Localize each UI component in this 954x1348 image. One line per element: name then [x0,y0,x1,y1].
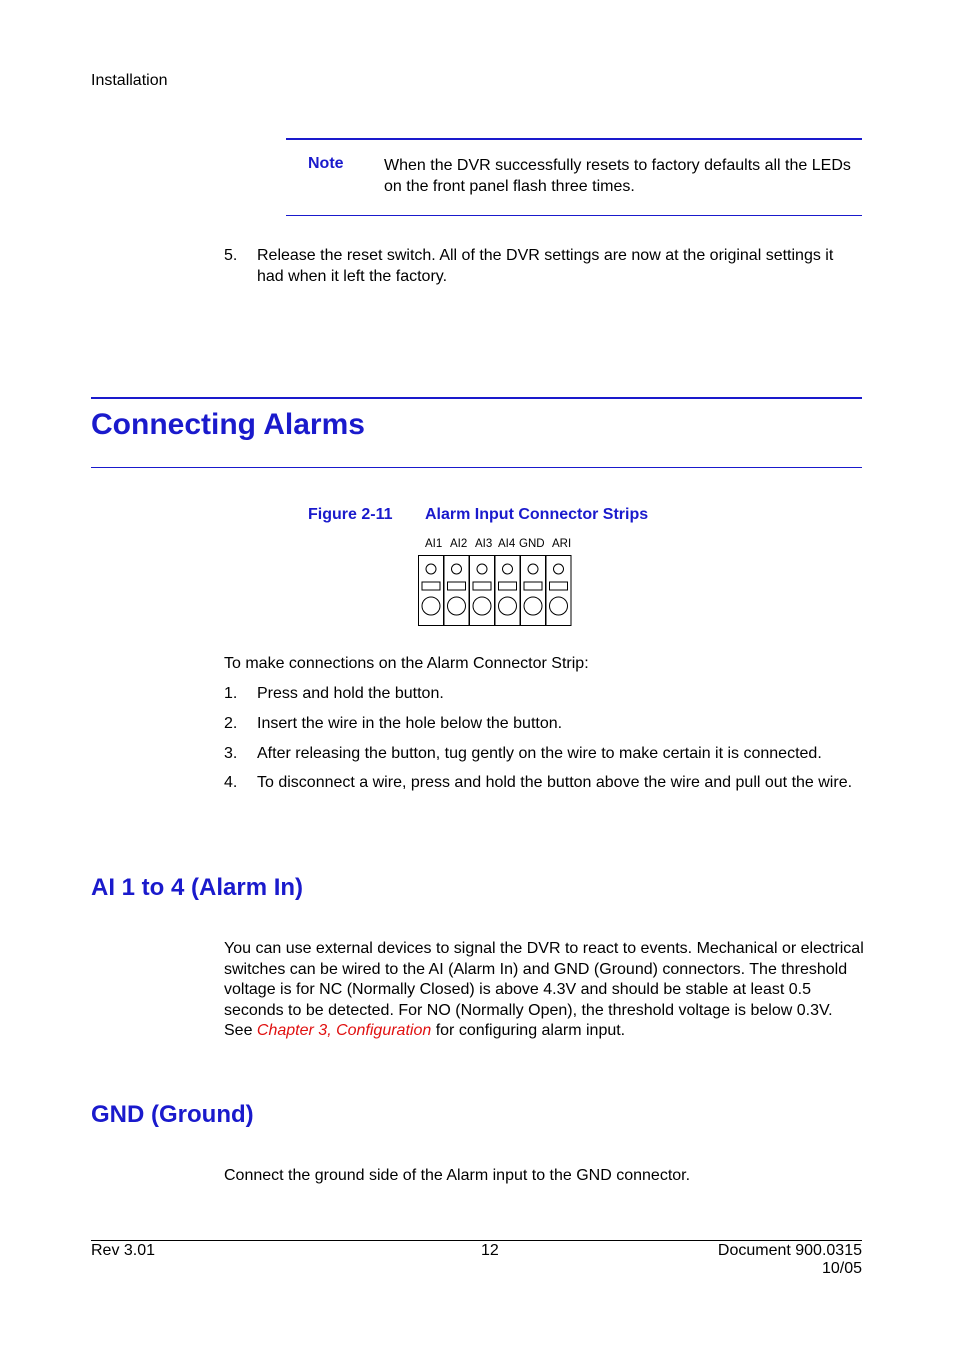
alarm-in-paragraph [224,939,864,1042]
step-number: 4. [224,774,238,791]
connector-gnd [521,556,546,626]
figure-number: Figure 2-11 [308,506,393,523]
footer-date: 10/05 [821,1260,862,1277]
alarm-in-text-end: for configuring alarm input. [431,1022,626,1039]
running-header: Installation [91,72,168,89]
alarm-connector-strip-diagram [417,555,573,627]
step-text: To disconnect a wire, press and hold the button above the wire and pull out the wire. [257,774,853,791]
connector-ai2 [444,556,469,626]
connector-label-gnd: GND [519,538,545,550]
step-number: 3. [224,745,238,762]
step-number: 2. [224,715,238,732]
connector-label-ai3: AI3 [475,538,493,550]
note-text: When the DVR successfully resets to factory defaults all the LEDs on the front panel flash three times. [384,157,851,195]
connector-ari [546,556,571,626]
alarm-in-text: You can use external devices to signal the DVR to react to events. Mechanical or electrical switches can be wired to the AI (Alarm In) and GND (Ground) connectors. The threshold voltage is for NC (Normally Closed) is above 4.3V and should be stable at least 0.5 seconds to be detected. For NO (Normally Open), the threshold voltage is below 0.3V. See [224,940,864,1039]
connector-label-ari: ARI [552,538,572,550]
step-text: Release the reset switch. All of the DVR settings are now at the original settings it had when it left the factory. [257,247,834,285]
step-text: Press and hold the button. [257,685,444,702]
list-item [224,772,864,816]
footer-revision: Rev 3.01 [91,1242,156,1259]
note-label: Note [308,155,344,172]
connector-ai4 [495,556,520,626]
step-number: 1. [224,685,238,702]
section-title-ground: GND (Ground) [91,1101,254,1128]
note-top-rule [286,138,862,140]
step-text: After releasing the button, tug gently on the wire to make certain it is connected. [257,745,822,762]
connector-label-ai1: AI1 [425,538,443,550]
reset-step [224,245,864,289]
connector-label-ai2: AI2 [450,538,468,550]
chapter-3-configuration-link[interactable]: Chapter 3, Configuration [256,1022,432,1039]
connector-label-ai4: AI4 [498,538,516,550]
footer-page-number: 12 [481,1242,499,1259]
connector-ai1 [419,556,444,626]
section-title-alarm-in: AI 1 to 4 (Alarm In) [91,874,304,901]
list-item [224,713,864,735]
section-title-connecting-alarms: Connecting Alarms [91,408,365,441]
ground-paragraph: Connect the ground side of the Alarm input to the GND connector. [224,1167,691,1184]
steps-intro: To make connections on the Alarm Connector Strip: [224,655,589,672]
step-text: Insert the wire in the hole below the button. [257,715,563,732]
footer-rule [91,1240,862,1241]
section-top-rule [91,397,862,399]
footer-document: Document 900.0315 [717,1242,862,1259]
list-item [224,743,864,765]
section-bottom-rule [91,467,862,468]
list-item [224,683,864,705]
step-number: 5. [224,247,238,264]
note-bottom-rule [286,215,862,216]
connector-ai3 [470,556,495,626]
figure-title: Alarm Input Connector Strips [425,506,649,523]
